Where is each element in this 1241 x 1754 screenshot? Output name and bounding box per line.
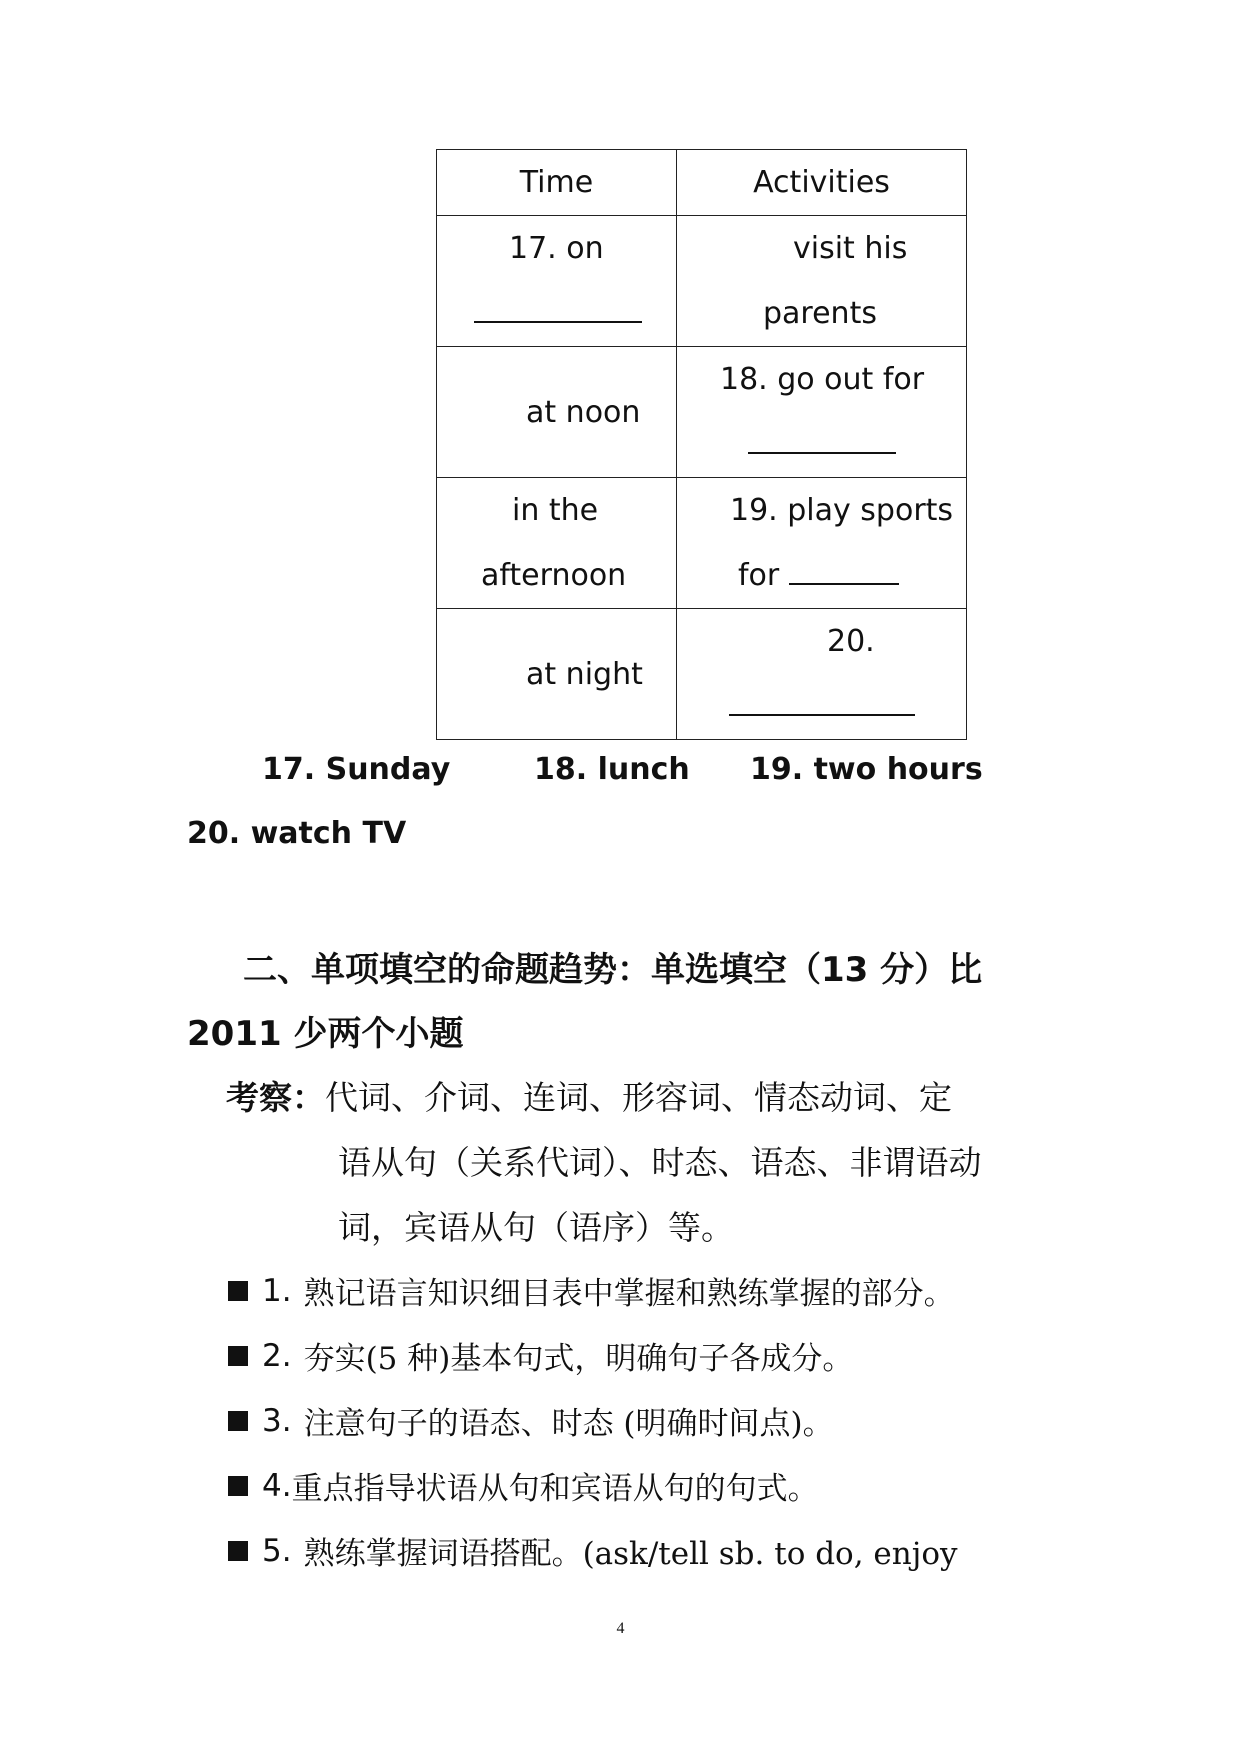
square-bullet-icon — [228, 1541, 248, 1561]
page-number: 4 — [616, 1620, 625, 1637]
list-item: 1. 熟记语言知识细目表中掌握和熟练掌握的部分。 — [228, 1268, 955, 1313]
answer-17: 17. Sunday — [262, 752, 451, 787]
exam-label: 考察： — [226, 1078, 325, 1117]
table-row — [437, 347, 967, 478]
section-title-cont: 2011 少两个小题 — [187, 1014, 464, 1054]
table-row — [437, 216, 967, 347]
blank-19-line: for — [677, 543, 966, 608]
list-item: 3. 注意句子的语态、时态 (明确时间点)。 — [228, 1398, 834, 1443]
schedule-table — [436, 149, 967, 740]
time-text: at night — [526, 656, 643, 692]
list-item: 4. 重点指导状语从句和宾语从句的句式。 — [228, 1463, 819, 1508]
table-header-row — [437, 150, 967, 216]
activity-text: 20. — [827, 624, 875, 659]
blank-18 — [677, 412, 966, 477]
activity-cell — [677, 478, 967, 609]
time-cell — [437, 347, 677, 478]
exam-line-2: 语从句（关系代词）、时态、语态、非谓语动 — [338, 1143, 982, 1182]
square-bullet-icon — [228, 1476, 248, 1496]
time-text: in the — [512, 493, 599, 528]
activity-cell — [677, 216, 967, 347]
activity-text: visit his — [793, 231, 908, 266]
activity-cell — [677, 609, 967, 740]
time-text: 17. on — [509, 231, 604, 266]
header-time: Time — [437, 150, 677, 216]
list-item: 5. 熟练掌握词语搭配。(ask/tell sb. to do, enjoy — [228, 1528, 958, 1573]
exam-line-3: 词，宾语从句（语序）等。 — [338, 1208, 734, 1247]
activity-text: 18. go out for — [720, 362, 925, 397]
list-item: 2. 夯实(5 种)基本句式，明确句子各成分。 — [228, 1333, 853, 1378]
blank-17 — [437, 281, 676, 346]
square-bullet-icon — [228, 1346, 248, 1366]
section-title: 二、单项填空的命题趋势：单选填空（13 分）比 — [243, 950, 983, 990]
activity-text: parents — [763, 296, 877, 331]
exam-line-1 — [226, 1072, 952, 1119]
square-bullet-icon — [228, 1411, 248, 1431]
header-activities: Activities — [677, 150, 967, 216]
table-row — [437, 478, 967, 609]
time-text: at noon — [526, 394, 641, 430]
time-text: afternoon — [481, 558, 627, 593]
answer-20: 20. watch TV — [187, 816, 407, 851]
activity-text: 19. play sports — [730, 493, 954, 528]
exam-text: 代词、介词、连词、形容词、情态动词、定 — [325, 1078, 952, 1117]
time-cell — [437, 478, 677, 609]
blank-20 — [677, 674, 966, 739]
time-cell — [437, 609, 677, 740]
square-bullet-icon — [228, 1281, 248, 1301]
activity-cell — [677, 347, 967, 478]
answer-18: 18. lunch — [534, 752, 690, 787]
table-row — [437, 609, 967, 740]
answer-19: 19. two hours — [750, 752, 983, 787]
time-cell — [437, 216, 677, 347]
